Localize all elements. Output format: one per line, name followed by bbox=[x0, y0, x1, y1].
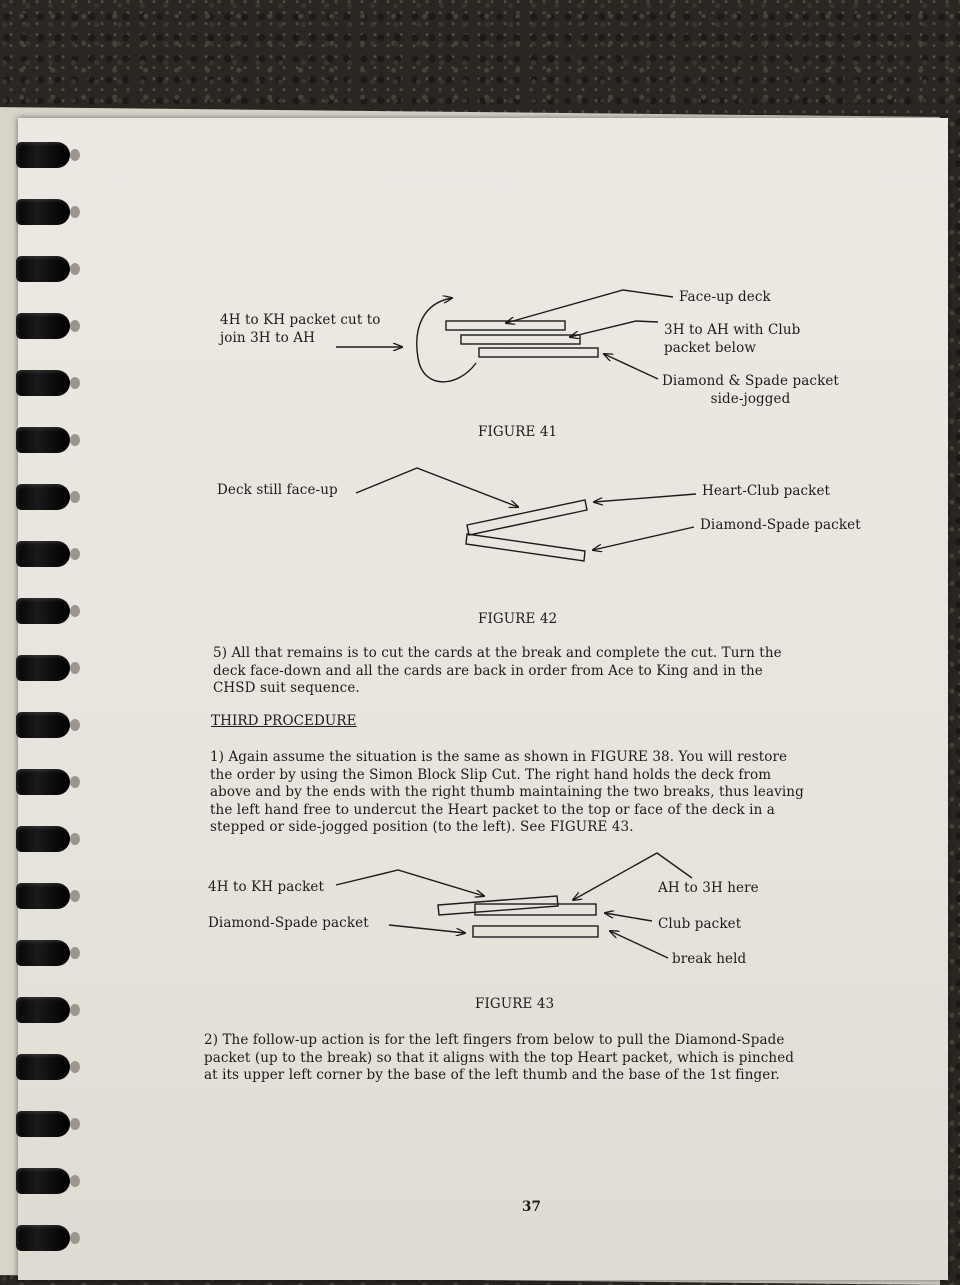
fig41-diamond-label: Diamond & Spade packet side-jogged bbox=[662, 373, 839, 407]
fig43-top-card bbox=[438, 896, 558, 915]
binding-ring bbox=[10, 1223, 80, 1253]
book-page bbox=[18, 118, 948, 1280]
binding-ring bbox=[10, 767, 80, 797]
fig41-diamond-arrow bbox=[604, 354, 658, 379]
fig43-ds-label: Diamond-Spade packet bbox=[208, 915, 369, 931]
fig43-ah-label: AH to 3H here bbox=[658, 880, 759, 896]
fig43-club-arrow bbox=[605, 913, 652, 921]
binding-ring bbox=[10, 1109, 80, 1139]
fig43-kh-label: 4H to KH packet bbox=[208, 879, 324, 895]
fig43-break-label: break held bbox=[672, 951, 747, 967]
binding-ring bbox=[10, 881, 80, 911]
fig42-diamond-spade-label: Diamond-Spade packet bbox=[700, 517, 861, 533]
third-procedure-heading: THIRD PROCEDURE bbox=[211, 713, 357, 729]
fig42-lower-packet bbox=[466, 534, 585, 561]
fig43-break-arrow bbox=[610, 931, 668, 958]
spiral-binding bbox=[10, 140, 90, 1260]
fig42-deck-arrow bbox=[356, 468, 518, 507]
binding-ring bbox=[10, 653, 80, 683]
figure-diagrams bbox=[18, 118, 948, 1280]
binding-ring bbox=[10, 824, 80, 854]
binding-ring bbox=[10, 1052, 80, 1082]
step-5-paragraph: 5) All that remains is to cut the cards at the break and complete the cut. Turn the deck face-down and all the cards are back in order from Ace to King and in the CHSD suit sequence. bbox=[213, 645, 782, 696]
step-1-paragraph: 1) Again assume the situation is the same as shown in FIGURE 38. You will restore the order by using the Simon Block Slip Cut. The right hand holds the deck from above and by the ends with the right thumb maintaining the two breaks, thus leaving the left hand free to undercut the Heart packet to the top or face of the deck in a stepped or side-jogged position (to the left). See FIGURE 43. bbox=[210, 749, 804, 835]
fig41-card-top bbox=[446, 321, 565, 330]
page-number: 37 bbox=[522, 1199, 541, 1215]
binding-ring bbox=[10, 710, 80, 740]
fig41-card-middle bbox=[461, 335, 580, 344]
fig41-cut-arrow bbox=[417, 298, 476, 382]
fig41-club-label: 3H to AH with Club packet below bbox=[664, 322, 801, 356]
binding-ring bbox=[10, 596, 80, 626]
fig43-middle-card bbox=[475, 904, 596, 915]
binding-ring bbox=[10, 368, 80, 398]
fig41-face-up-arrow bbox=[506, 290, 673, 323]
binding-ring bbox=[10, 1166, 80, 1196]
fig42-heart-club-arrow bbox=[594, 494, 696, 502]
fig42-heart-club-label: Heart-Club packet bbox=[702, 483, 831, 499]
step-2-paragraph: 2) The follow-up action is for the left fingers from below to pull the Diamond-Spade packet (up to the break) so that it aligns with the top Heart packet, which is pinched at its upper left corner by the base of the left thumb and the base of the 1st finger. bbox=[204, 1032, 795, 1083]
figure-41-caption: FIGURE 41 bbox=[478, 424, 558, 440]
binding-ring bbox=[10, 311, 80, 341]
binding-ring bbox=[10, 140, 80, 170]
figure-42-caption: FIGURE 42 bbox=[478, 611, 558, 627]
binding-ring bbox=[10, 254, 80, 284]
fig41-card-bottom bbox=[479, 348, 598, 357]
fig42-diamond-spade-arrow bbox=[593, 527, 694, 550]
fig41-left-label: 4H to KH packet cut to join 3H to AH bbox=[220, 312, 381, 346]
figure-43-caption: FIGURE 43 bbox=[475, 996, 555, 1012]
fig43-bottom-card bbox=[473, 926, 598, 937]
binding-ring bbox=[10, 197, 80, 227]
fig41-club-arrow bbox=[570, 321, 658, 337]
fig42-upper-packet bbox=[467, 500, 587, 535]
fig42-deck-label: Deck still face-up bbox=[217, 482, 338, 498]
fig41-face-up-label: Face-up deck bbox=[679, 289, 771, 305]
binding-ring bbox=[10, 482, 80, 512]
binding-ring bbox=[10, 995, 80, 1025]
binding-ring bbox=[10, 539, 80, 569]
fig43-ah-arrow bbox=[573, 853, 692, 900]
fig43-ds-arrow bbox=[389, 925, 465, 933]
binding-ring bbox=[10, 938, 80, 968]
binding-ring bbox=[10, 425, 80, 455]
fig43-kh-arrow bbox=[336, 870, 484, 896]
fig43-club-label: Club packet bbox=[658, 916, 742, 932]
